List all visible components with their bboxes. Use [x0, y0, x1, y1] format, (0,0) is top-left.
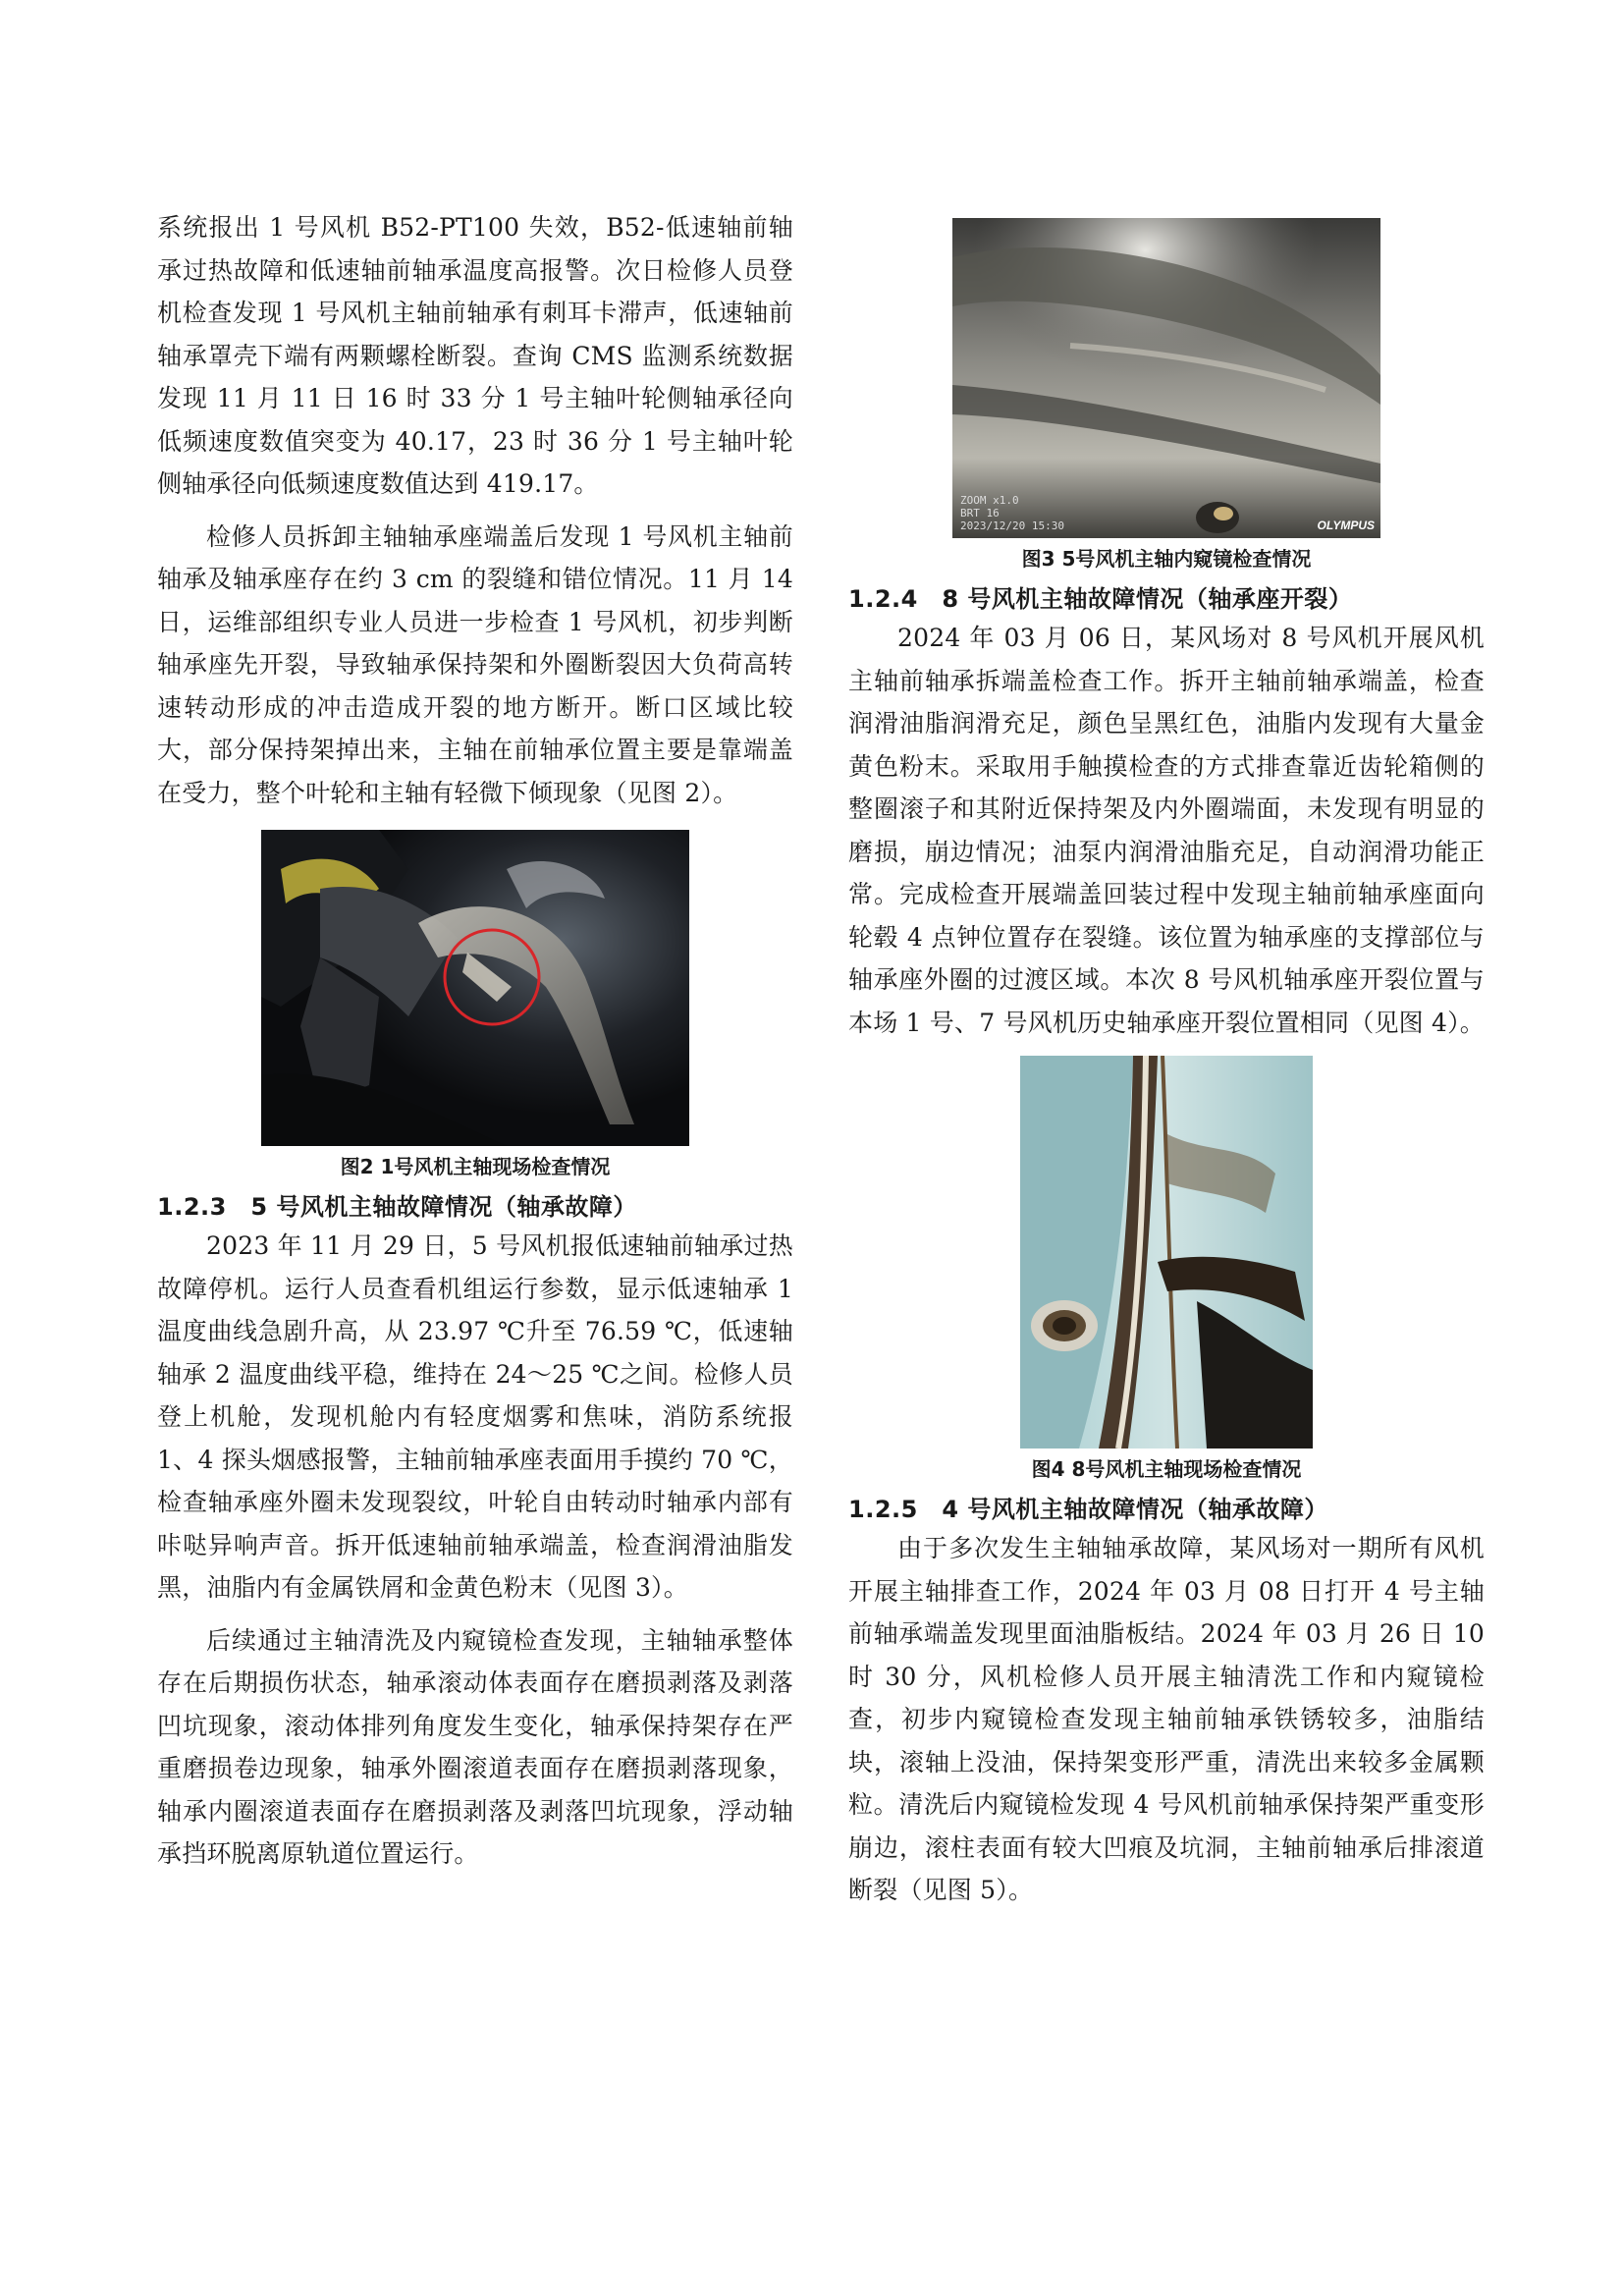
figure-3-caption: 图3 5号风机主轴内窥镜检查情况	[1021, 547, 1312, 571]
paragraph: 2023 年 11 月 29 日，5 号风机报低速轴前轴承过热故障停机。运行人员查看机组运行参数，显示低速轴承 1 温度曲线急剧升高，从 23.97 ℃升至 76.59 ℃，低速轴轴承 2 温度曲线平稳，维持在 24～25 ℃之间。检修人员登上机舱，发现机舱内有轻度烟雾和焦味，消防系统报 1、4 探头烟感报警，主轴前轴承座表面用手摸约 70 ℃，检查轴承座外圈未发现裂纹，叶轮自由转动时轴承内部有咔哒异响声音。拆开低速轴前轴承端盖，检查润滑油脂发黑，油脂内有金属铁屑和金黄色粉末（见图 3）。	[157, 1231, 793, 1602]
paragraph: 检修人员拆卸主轴轴承座端盖后发现 1 号风机主轴前轴承及轴承座存在约 3 cm 的裂缝和错位情况。11 月 14 日，运维部组织专业人员进一步检查 1 号风机，初步判断轴承座先开裂，导致轴承保持架和外圈断裂因大负荷高转速转动形成的冲击造成开裂的地方断开。断口区域比较大，部分保持架掉出来，主轴在前轴承位置主要是靠端盖在受力，整个叶轮和主轴有轻微下倾现象（见图 2）。	[157, 521, 793, 807]
figure-4-photo	[1020, 1056, 1313, 1449]
section-heading-1-2-4: 1.2.4 8 号风机主轴故障情况（轴承座开裂）	[848, 585, 1353, 613]
paragraph: 后续通过主轴清洗及内窥镜检查发现，主轴轴承整体存在后期损伤状态，轴承滚动体表面存在磨损剥落及剥落凹坑现象，滚动体排列角度发生变化，轴承保持架存在严重磨损卷边现象，轴承外圈滚道表面存在磨损剥落现象，轴承内圈滚道表面存在磨损剥落及剥落凹坑现象，浮动轴承挡环脱离原轨道位置运行。	[157, 1625, 793, 1868]
right-column	[848, 206, 1485, 1912]
endoscope-overlay-text	[960, 494, 1064, 532]
section-heading-1-2-5: 1.2.5 4 号风机主轴故障情况（轴承故障）	[848, 1496, 1328, 1523]
paragraph: 由于多次发生主轴轴承故障，某风场对一期所有风机开展主轴排查工作，2024 年 03 月 08 日打开 4 号主轴前轴承端盖发现里面油脂板结。2024 年 03 月 26 日 10 时 30 分，风机检修人员开展主轴清洗工作和内窥镜检查，初步内窥镜检查发现主轴前轴承铁锈较多，油脂结块，滚轴上没油，保持架变形严重，清洗出来较多金属颗粒。清洗后内窥镜检发现 4 号风机前轴承保持架严重变形崩边，滚柱表面有较大凹痕及坑洞，主轴前轴承后排滚道断裂（见图 5）。	[848, 1534, 1485, 1904]
figure-3-endoscope-photo	[952, 218, 1380, 538]
paragraph: 系统报出 1 号风机 B52-PT100 失效，B52-低速轴前轴承过热故障和低速轴前轴承温度高报警。次日检修人员登机检查发现 1 号风机主轴前轴承有刺耳卡滞声，低速轴前轴承罩壳下端有两颗螺栓断裂。查询 CMS 监测系统数据发现 11 月 11 日 16 时 33 分 1 号主轴叶轮侧轴承径向低频速度数值突变为 40.17，23 时 36 分 1 号主轴叶轮侧轴承径向低频速度数值达到 419.17。	[157, 213, 793, 498]
left-column	[157, 206, 793, 1876]
figure-2-photo	[261, 830, 689, 1146]
endoscope-brand: OLYMPUS	[1317, 519, 1375, 532]
osd-line: ZOOM x1.0	[960, 494, 1019, 507]
figure-2-caption: 图2 1号风机主轴现场检查情况	[340, 1155, 611, 1178]
osd-line: BRT 16	[960, 507, 1000, 519]
section-heading-1-2-3: 1.2.3 5 号风机主轴故障情况（轴承故障）	[157, 1193, 637, 1221]
figure-4-caption: 图4 8号风机主轴现场检查情况	[1031, 1457, 1302, 1481]
osd-line: 2023/12/20 15:30	[960, 519, 1064, 532]
paragraph: 2024 年 03 月 06 日，某风场对 8 号风机开展风机主轴前轴承拆端盖检查工作。拆开主轴前轴承端盖，检查润滑油脂润滑充足，颜色呈黑红色，油脂内发现有大量金黄色粉末。采取用手触摸检查的方式排查靠近齿轮箱侧的整圈滚子和其附近保持架及内外圈端面，未发现有明显的磨损，崩边情况；油泵内润滑油脂充足，自动润滑功能正常。完成检查开展端盖回装过程中发现主轴前轴承座面向轮毂 4 点钟位置存在裂缝。该位置为轴承座的支撑部位与轴承座外圈的过渡区域。本次 8 号风机轴承座开裂位置与本场 1 号、7 号风机历史轴承座开裂位置相同（见图 4）。	[848, 624, 1486, 1037]
